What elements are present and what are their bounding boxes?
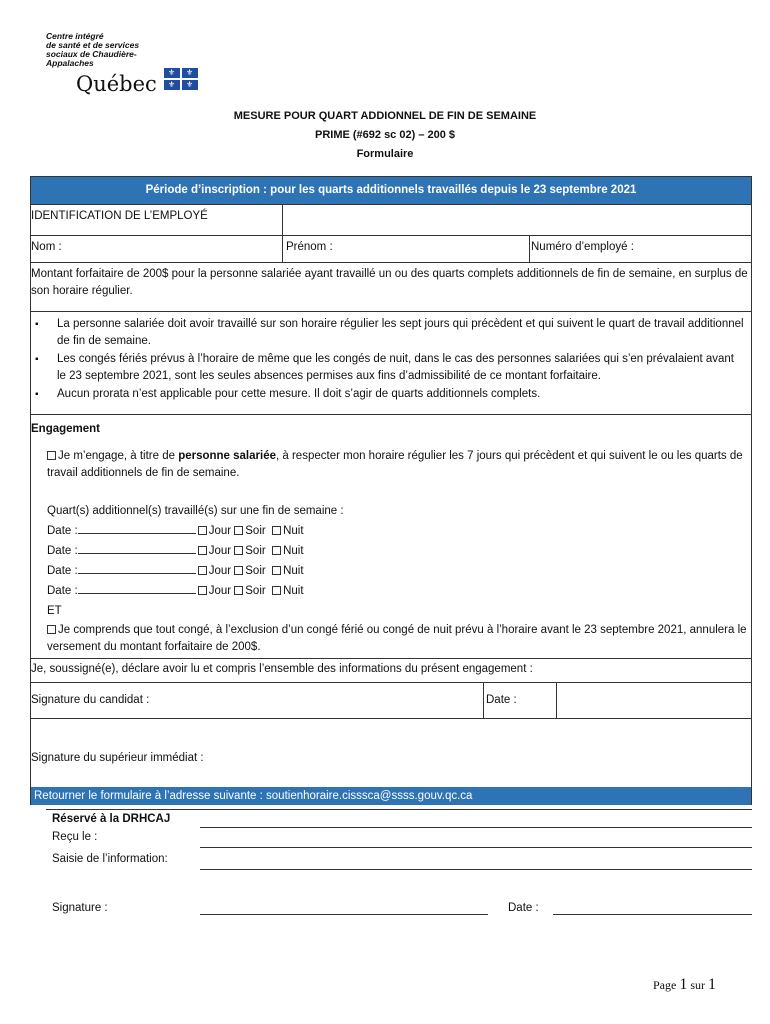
signature-superieur-label: Signature du supérieur immédiat : xyxy=(31,752,204,764)
soir-checkbox[interactable] xyxy=(234,526,243,535)
fleur-de-lis-icon: ⚜ xyxy=(186,68,194,77)
logo-line-3: sociaux de Chaudière- xyxy=(46,49,137,59)
fleur-de-lis-icon: ⚜ xyxy=(168,80,176,89)
soir-checkbox[interactable] xyxy=(234,586,243,595)
date-input[interactable] xyxy=(78,543,196,554)
saisie-label: Saisie de l’information: xyxy=(52,853,168,865)
engagement-statement: Je m’engage, à titre de personne salariée, à respecter mon horaire régulier les 7 jours qui précèdent et qui suivent le ou les quarts de travail additionnels de fin de semaine. xyxy=(47,450,743,479)
date-input[interactable] xyxy=(78,523,196,534)
document-form-label: Formulaire xyxy=(356,148,414,160)
organization-logo xyxy=(46,32,206,98)
et-label: ET xyxy=(47,605,62,617)
jour-checkbox[interactable] xyxy=(198,586,207,595)
logo-wordmark: Québec xyxy=(76,72,157,96)
date-input[interactable] xyxy=(78,583,196,594)
page-number: Page 1 sur 1 xyxy=(653,976,716,993)
condition-bullet-2: ▪ Les congés fériés prévus à l’horaire de même que les congés de nuit, dans le cas des personnes salariées qui s’en prévalaient avant le 23 septembre 2021, sont les seules absences permises aux fins d’admissibilité de ce montant forfaitaire. xyxy=(31,351,745,385)
reserved-signature-label: Signature : xyxy=(52,902,108,914)
fleur-de-lis-icon: ⚜ xyxy=(186,80,194,89)
nuit-checkbox[interactable] xyxy=(272,526,281,535)
jour-checkbox[interactable] xyxy=(198,526,207,535)
reserved-signature-line[interactable] xyxy=(200,914,488,915)
date-row: Date : Jour Soir Nuit xyxy=(47,565,304,577)
comprends-statement: Je comprends que tout congé, à l’exclusion d’un congé férié ou congé de nuit prévu à l’horaire avant le 23 septembre 2021, annulera le versement du montant forfaitaire de 200$. xyxy=(47,624,747,653)
signature-candidat-label: Signature du candidat : xyxy=(31,694,150,706)
jour-checkbox[interactable] xyxy=(198,546,207,555)
fleur-de-lis-icon: ⚜ xyxy=(168,68,176,77)
nuit-checkbox[interactable] xyxy=(272,566,281,575)
reserved-date-label: Date : xyxy=(508,902,539,914)
engagement-checkbox[interactable] xyxy=(47,451,56,460)
reserved-date-line[interactable] xyxy=(553,914,752,915)
date-row: Date : Jour Soir Nuit xyxy=(47,585,304,597)
condition-bullet-1: ▪ La personne salariée doit avoir travaillé sur son horaire régulier les sept jours qui précèdent et qui suivent le quart de travail additionnel de fin de semaine. xyxy=(31,316,745,350)
return-address-banner: Retourner le formulaire à l’adresse suivante : soutienhoraire.cisssca@ssss.gouv.qc.ca xyxy=(31,787,751,805)
nuit-checkbox[interactable] xyxy=(272,546,281,555)
logo-line-4: Appalaches xyxy=(46,58,94,68)
condition-bullet-3: ▪ Aucun prorata n’est applicable pour cette mesure. Il doit s’agir de quarts additionnels complets. xyxy=(31,386,745,403)
numero-employe-label: Numéro d’employé : xyxy=(531,241,634,253)
document-title: MESURE POUR QUART ADDIONNEL DE FIN DE SEMAINE xyxy=(233,110,537,122)
reserved-title: Réservé à la DRHCAJ xyxy=(52,813,171,825)
prenom-label: Prénom : xyxy=(286,241,333,253)
quebec-flag-icon xyxy=(164,68,198,90)
document-subtitle: PRIME (#692 sc 02) – 200 $ xyxy=(314,129,456,141)
soir-checkbox[interactable] xyxy=(234,546,243,555)
soir-checkbox[interactable] xyxy=(234,566,243,575)
declaration-text: Je, soussigné(e), déclare avoir lu et compris l’ensemble des informations du présent engagement : xyxy=(31,663,533,675)
logo-line-2: de santé et de services xyxy=(46,40,140,50)
identification-label: IDENTIFICATION DE L’EMPLOYÉ xyxy=(31,210,208,222)
nom-label: Nom : xyxy=(31,241,62,253)
form-table xyxy=(30,176,752,805)
nuit-checkbox[interactable] xyxy=(272,586,281,595)
date-row: Date : Jour Soir Nuit xyxy=(47,545,304,557)
recu-label: Reçu le : xyxy=(52,831,98,843)
quarts-label: Quart(s) additionnel(s) travaillé(s) sur une fin de semaine : xyxy=(47,505,344,517)
jour-checkbox[interactable] xyxy=(198,566,207,575)
period-banner: Période d’inscription : pour les quarts additionnels travaillés depuis le 23 septembre 2021 xyxy=(31,177,751,204)
logo-line-1: Centre intégré xyxy=(46,31,104,41)
date-input[interactable] xyxy=(78,563,196,574)
date-row: Date : Jour Soir Nuit xyxy=(47,525,304,537)
montant-description: Montant forfaitaire de 200$ pour la personne salariée ayant travaillé un ou des quarts complets additionnels de fin de semaine, en surplus de son horaire régulier. xyxy=(31,268,748,297)
engagement-title: Engagement xyxy=(31,423,101,435)
date-candidat-label: Date : xyxy=(486,694,517,706)
comprends-checkbox[interactable] xyxy=(47,625,56,634)
